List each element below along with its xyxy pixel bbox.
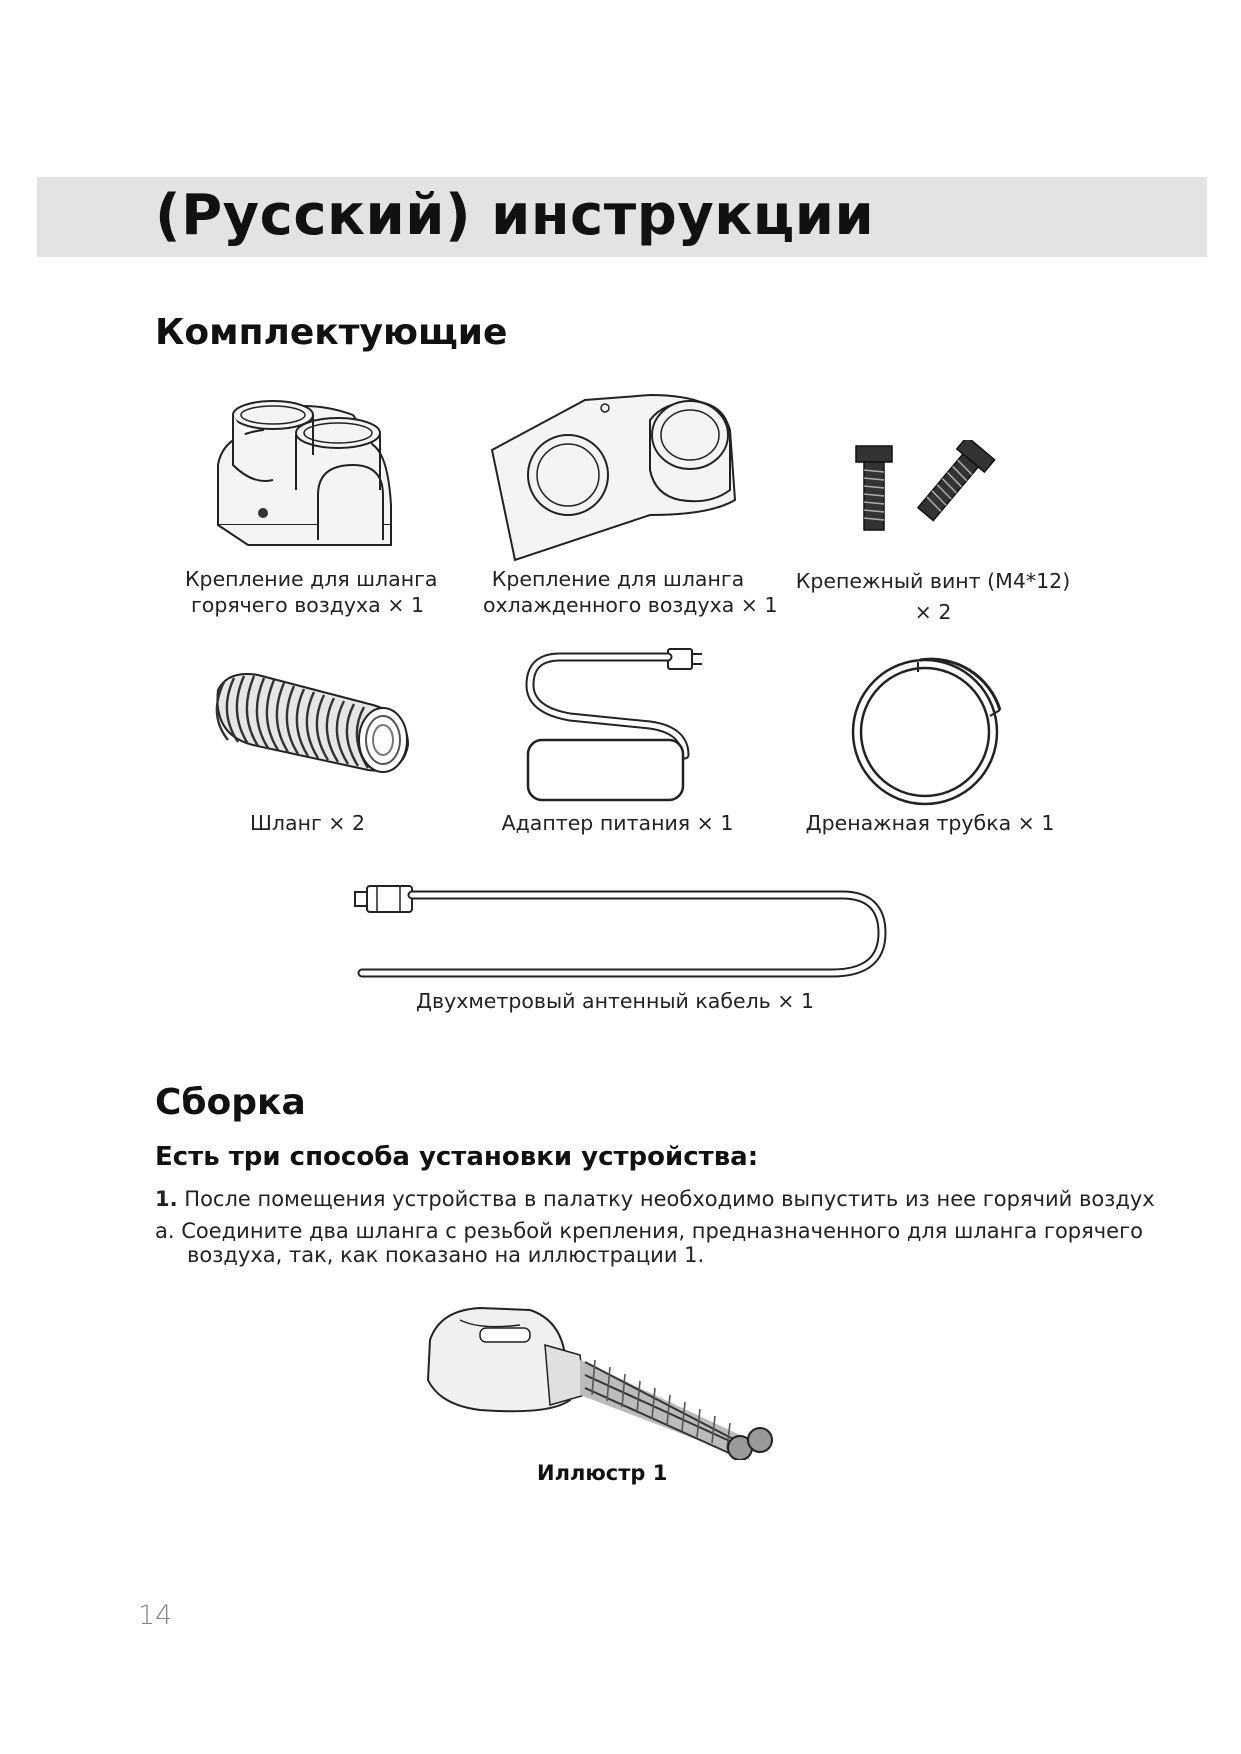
- component-caption-antenna-cable: Двухметровый антенный кабель × 1: [415, 989, 815, 1013]
- screw-icon: [850, 440, 1010, 540]
- step-1-number: 1.: [155, 1187, 178, 1211]
- component-caption-screw: Крепежный винт (M4*12) × 2: [795, 569, 1071, 624]
- step-1: [155, 1187, 1155, 1212]
- step-a-text-line2: воздуха, так, как показано на иллюстрации 1.: [187, 1243, 705, 1267]
- cool-air-mount-icon: [490, 390, 750, 565]
- step-a-label: a.: [155, 1219, 175, 1243]
- assembly-subheading: Есть три способа установки устройства:: [155, 1142, 759, 1172]
- assembly-heading: Сборка: [155, 1082, 306, 1123]
- component-caption-hot-air-mount: Крепление для шланга горячего воздуха × 1: [185, 567, 438, 617]
- components-heading: Комплектующие: [155, 312, 508, 353]
- step-a: [155, 1219, 1143, 1244]
- component-caption-drain-tube: Дренажная трубка × 1: [805, 811, 1055, 835]
- antenna-cable-icon: [352, 878, 892, 983]
- hose-icon: [198, 660, 420, 782]
- hot-air-mount-icon: [213, 395, 408, 555]
- figure-1-caption: Иллюстр 1: [537, 1461, 668, 1485]
- power-adapter-icon: [520, 645, 715, 805]
- page-number: 14: [138, 1600, 173, 1631]
- component-caption-cool-air-mount: Крепление для шланга охлажденного воздуха × 1: [483, 567, 778, 617]
- drain-tube-icon: [840, 650, 1010, 820]
- component-caption-hose: Шланг × 2: [249, 811, 365, 835]
- step-1-text: После помещения устройства в палатку необходимо выпустить из нее горячий воздух: [184, 1187, 1155, 1211]
- step-a-text-line1: Соедините два шланга с резьбой крепления, предназначенного для шланга горячего: [181, 1219, 1143, 1243]
- component-caption-power-adapter: Адаптер питания × 1: [501, 811, 734, 835]
- page-title: (Русский) инструкции: [155, 183, 875, 248]
- assembled-hoses-icon: [420, 1300, 790, 1460]
